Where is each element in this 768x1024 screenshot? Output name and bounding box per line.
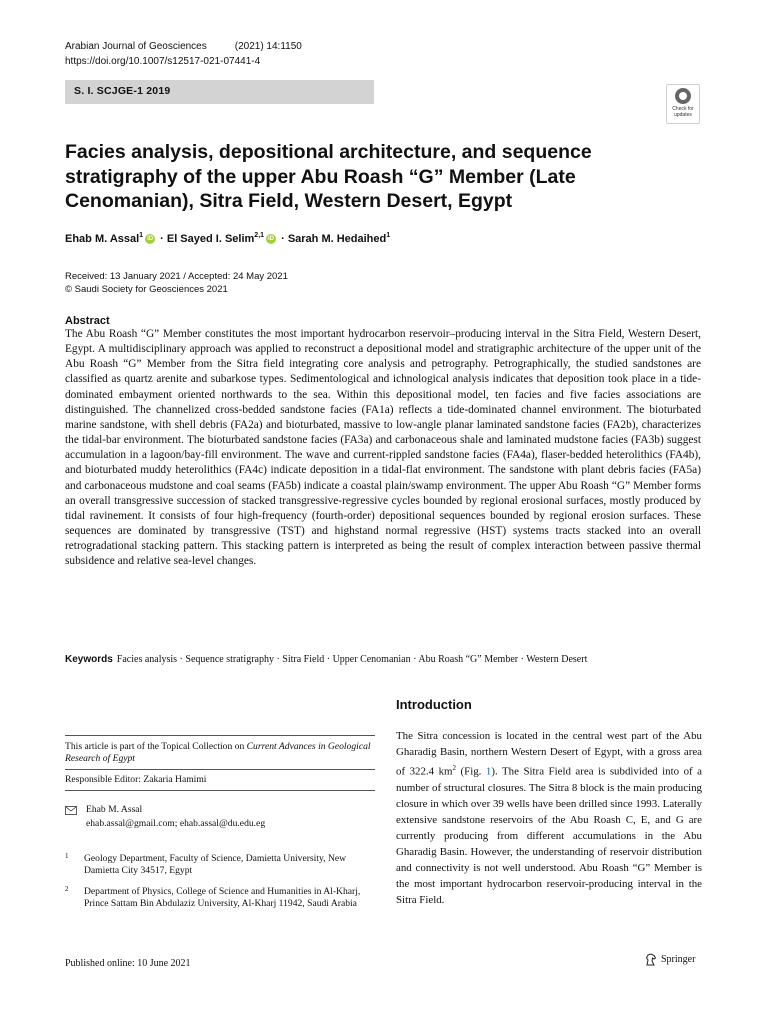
responsible-editor: Responsible Editor: Zakaria Hamimi [65, 774, 207, 785]
envelope-icon [65, 806, 77, 815]
published-online-date: Published online: 10 June 2021 [65, 958, 191, 969]
received-accepted-dates: Received: 13 January 2021 / Accepted: 24 May 2021 [65, 271, 288, 282]
affiliation-2: Department of Physics, College of Science and Humanities in Al-Kharj, Prince Sattam Bin Abdulaziz University, Al-Kharj 11942, Saudi Arabia [84, 886, 361, 909]
springer-horse-icon [645, 953, 657, 966]
affiliation-number: 1 [65, 852, 69, 860]
paper-title: Facies analysis, depositional architecture, and sequence stratigraphy of the upper Abu Roash “G” Member (Late Cenomanian), Sitra Field, Western Desert, Egypt [65, 141, 592, 212]
author-separator: · [278, 233, 288, 245]
keywords-text: Facies analysis · Sequence stratigraphy · Sitra Field · Upper Cenomanian · Abu Roash “G” Member · Western Desert [116, 654, 588, 665]
author-name[interactable]: El Sayed I. Selim [166, 233, 255, 245]
corresponding-emails[interactable]: ehab.assal@gmail.com; ehab.assal@du.edu.eg [86, 818, 266, 829]
author-affiliation: 2,1 [254, 232, 265, 239]
banner-label: S. I. SCJGE-1 2019 [74, 85, 171, 97]
footnote-divider [65, 769, 375, 770]
check-for-updates-badge[interactable] [666, 84, 700, 124]
corresponding-name: Ehab M. Assal [86, 804, 143, 815]
introduction-text: The Sitra concession is located in the central west part of the Abu Gharadig Basin, northern Western Desert of Egypt, with a gross area of 322.4 $km^2$ (Fig. 1). The Sitra Field area is subdivided into of a number of structural closures. The Sitra 8 block is the main producing closure in which over 39 wells have been drilled since 1993. Laterally extensive sandstone reservoirs of the Abu Roash C, E, and G are currently producing from different accumulations in the Abu Gharadig Basin. However, the understanding of reservoir distribution and connectivity is not well understood. Abu Roash “G” Member is the most important hydrocarbon reservoir-producing interval in the Sitra Field. [396, 730, 702, 906]
doi-link[interactable]: https://doi.org/10.1007/s12517-021-07441-4 [65, 56, 261, 67]
author-affiliation: 1 [386, 232, 391, 239]
journal-volume: (2021) 14:1150 [234, 41, 302, 52]
copyright-notice: © Saudi Society for Geosciences 2021 [65, 284, 228, 295]
footnote-divider [65, 735, 375, 736]
affiliation-number: 2 [65, 885, 69, 893]
abstract-heading: Abstract [65, 315, 110, 327]
author-affiliation: 1 [139, 232, 144, 239]
affiliation-1: Geology Department, Faculty of Science, Damietta University, New Damietta City 34517, Egypt [84, 853, 347, 876]
special-issue-banner [65, 80, 374, 104]
orcid-icon[interactable]: iD [268, 236, 275, 243]
corresponding-author [86, 803, 265, 831]
check-for-updates-text: Check for updates [672, 106, 694, 118]
publisher-name: Springer [661, 953, 696, 965]
publisher-logo [645, 953, 695, 966]
topical-collection-link[interactable]: Current Advances in Geological Research of Egypt [65, 741, 371, 764]
author-list [65, 231, 390, 247]
check-for-updates-icon [675, 88, 691, 104]
introduction-heading: Introduction [396, 697, 472, 712]
journal-name: Arabian Journal of Geosciences [65, 41, 207, 52]
keywords [65, 653, 587, 667]
footnote-divider [65, 790, 375, 791]
author-name[interactable]: Sarah M. Hedaihed [287, 233, 387, 245]
figure-link[interactable]: 1 [485, 765, 492, 778]
journal-line [65, 40, 302, 54]
orcid-icon[interactable]: iD [147, 236, 154, 243]
abstract-text: The Abu Roash “G” Member constitutes the most important hydrocarbon reservoir–producing interval in the Sitra Field, Western Desert, Egypt. A multidisciplinary approach was applied to reconstruct a depositional model and stratigraphic architecture of the upper unit of the Abu Roash “G” Member from the Sitra field integrating core analysis and petrography. Petrographically, the studied sandstones are classified as quartz arenite and subarkose types. Sedimentological and ichnological analysis indicates that deposition took place in a tide-dominated embayment oriented northwards to the sea. Within this depositional model, ten facies and five facies associations are distinguished. The channelized cross-bedded sandstone facies (FA1a) reflects a tide-dominated channel environment. The bioturbated marine sandstone, with shell debris (FA2a) and bioturbated, massive to low-angle planar laminated sandstone facies (FA2b), characterizes the tidal-bar environment. The bioturbated sandstone facies (FA3a) and carbonaceous shale and laminated mudstone facies (FA3b) suggest accumulation in a lagoon/bay-fill environment. The wave and current-rippled sandstone facies (FA4a), flaser-bedded heterolithics (FA4b), and bioturbated muddy heterolithics (FA4c) indicate deposition in a tidal-flat environment. The sandstone with plant debris facies (FA5a) and carbonaceous mudstone and coal seams (FA5b) indicate a coastal plain/swamp environment. The upper Abu Roash “G” Member forms an overall transgressive succession of stacked transgressive-regressive cycles bounded by regional erosional surfaces, mostly produced by tidal ravinement. It consists of four high-frequency (fourth-order) depositional sequences bounded by regional erosion surfaces. These sequences are dominated by transgressive (TST) and highstand normal regressive (HST) systems tracts stacked into an overall retrogradational stacking pattern. This stacking pattern is interpreted as being the result of complex interaction between passive thermal subsidence and relative sea-level changes. [65, 328, 701, 568]
author-name[interactable]: Ehab M. Assal [65, 233, 140, 245]
topical-collection-note: This article is part of the Topical Collection on Current Advances in Geological Research of Egypt [65, 741, 371, 764]
keywords-label: Keywords [65, 654, 113, 665]
author-separator: · [157, 233, 167, 245]
